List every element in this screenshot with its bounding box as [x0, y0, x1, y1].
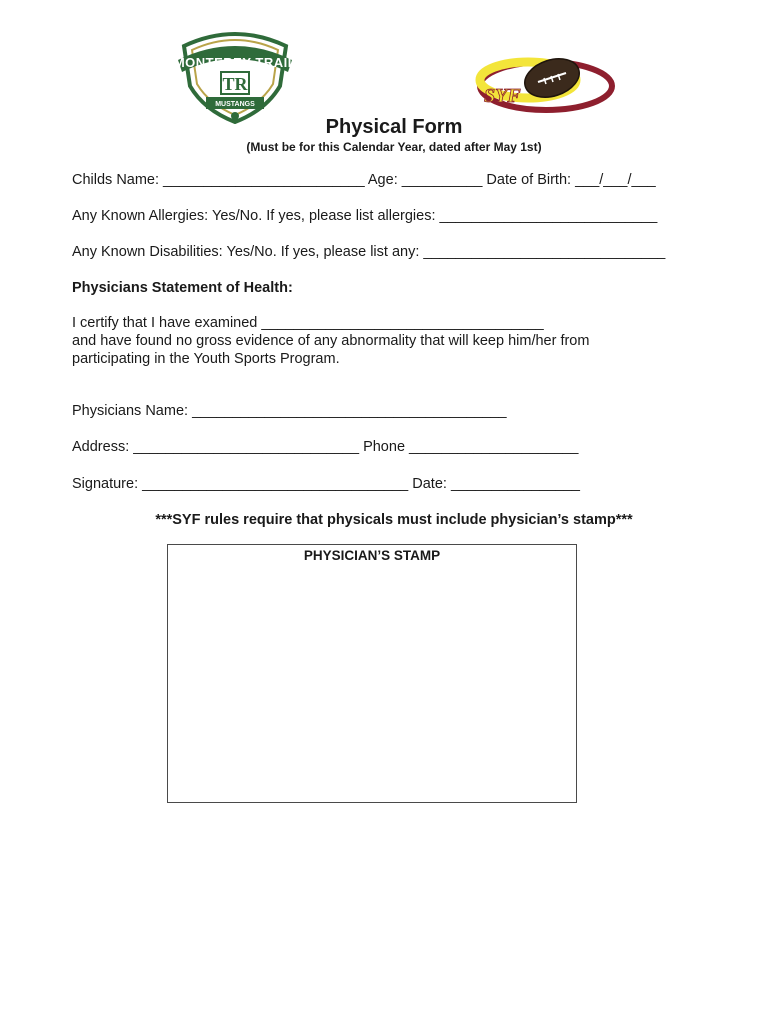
statement-line-2: and have found no gross evidence of any abnormality that will keep him/her from: [72, 333, 590, 349]
address-phone-line[interactable]: Address: ____________________________ Phone _____________________: [72, 439, 579, 455]
syf-logo: [472, 44, 618, 120]
physicians-stamp-label: PHYSICIAN’S STAMP: [303, 548, 441, 563]
statement-line-3: participating in the Youth Sports Program.: [72, 351, 340, 367]
physicians-stamp-box[interactable]: [167, 544, 577, 803]
allergies-line[interactable]: Any Known Allergies: Yes/No. If yes, please list allergies: ___________________________: [72, 208, 658, 224]
statement-line-1[interactable]: I certify that I have examined ___________________________________: [72, 315, 544, 331]
statement-heading: Physicians Statement of Health:: [72, 280, 293, 296]
physicians-name-line[interactable]: Physicians Name: _______________________________________: [72, 403, 507, 419]
svg-text:SYF: SYF: [484, 85, 521, 107]
stamp-rule-note: ***SYF rules require that physicals must include physician’s stamp***: [155, 512, 633, 528]
svg-text:MUSTANGS: MUSTANGS: [215, 101, 255, 108]
form-subtitle: (Must be for this Calendar Year, dated after May 1st): [246, 140, 542, 154]
childs-name-age-dob-line[interactable]: Childs Name: _________________________ Age: __________ Date of Birth: ___/___/___: [72, 172, 656, 188]
disabilities-line[interactable]: Any Known Disabilities: Yes/No. If yes, please list any: ______________________________: [72, 244, 666, 260]
svg-text:TR: TR: [222, 74, 248, 94]
form-title: Physical Form: [325, 116, 463, 138]
monterey-trail-logo: [172, 24, 298, 124]
signature-date-line[interactable]: Signature: _________________________________ Date: ________________: [72, 476, 580, 492]
football-icon: [472, 44, 618, 120]
svg-text:MONTEREY TRAIL: MONTEREY TRAIL: [173, 55, 297, 70]
monterey-trail-shield-icon: [172, 24, 298, 124]
